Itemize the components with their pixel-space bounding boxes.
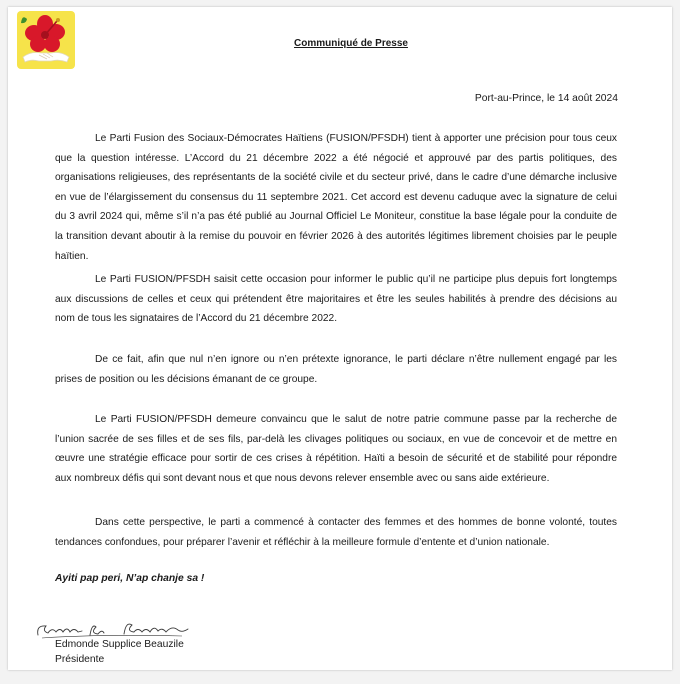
signer-name: Edmonde Supplice Beauzile xyxy=(55,639,184,650)
document-page xyxy=(8,7,672,670)
dateline: Port-au-Prince, le 14 août 2024 xyxy=(474,93,618,104)
paragraph-4-text: Le Parti FUSION/PFSDH demeure convaincu que le salut de notre patrie commune passe par la recherche de l’union sacrée de ses filles et de ses fils, par-delà les clivages politiques ou sociaux, en vue de concevoir et de mettre en œuvre une stratégie efficace pour sortir de ces crises à répétition. Haïti a besoin de sécurité et de stabilité pour répondre aux nombreux défis qui sont devant nous et que nous devons relever ensemble avec ou sans aide extérieure. xyxy=(55,414,617,484)
paragraph-3-text: De ce fait, afin que nul n’en ignore ou n’en prétexte ignorance, le parti déclare n’être nullement engagé par les prises de position ou les décisions émanant de ce groupe. xyxy=(55,354,617,385)
paragraph-1-text: Le Parti Fusion des Sociaux-Démocrates Haïtiens (FUSION/PFSDH) tient à apporter une précision pour tous ceux que la question intéresse. L’Accord du 21 décembre 2022 a été négocié et approuvé par des partis politiques, des organisations religieuses, des représentants de la société civile et du secteur privé, dans le cadre d’une démarche inclusive en vue de l’élargissement du consensus du 11 septembre 2021. Cet accord est devenu caduque avec la signature de celui du 3 avril 2024 qui, même s’il n’a pas été publié au Journal Officiel Le Moniteur, constitue la base légale pour la conduite de la transition devant aboutir à la remise du pouvoir en février 2026 à des autorités légitimes librement choisies par le peuple haïtien. xyxy=(55,133,617,262)
paragraph-5 xyxy=(55,513,617,552)
paragraph-5-text: Dans cette perspective, le parti a commencé à contacter des femmes et des hommes de bonne volonté, toutes tendances confondues, pour préparer l’avenir et réfléchir à la meilleure formule d’entente et d’union nationale. xyxy=(55,517,617,548)
closing-slogan: Ayiti pap peri, N’ap chanje sa ! xyxy=(55,573,205,584)
document-title: Communiqué de Presse xyxy=(294,38,408,49)
paragraph-3 xyxy=(55,350,617,389)
paragraph-2 xyxy=(55,270,617,329)
paragraph-1 xyxy=(55,129,617,266)
paragraph-2-text: Le Parti FUSION/PFSDH saisit cette occasion pour informer le public qu’il ne participe plus depuis fort longtemps aux discussions de celles et ceux qui prétendent être majoritaires et être les seules habilités à prendre des décisions au nom de tous les signataires de l’Accord du 21 décembre 2022. xyxy=(55,274,617,325)
signer-title: Présidente xyxy=(55,654,105,665)
paragraph-4 xyxy=(55,410,617,488)
